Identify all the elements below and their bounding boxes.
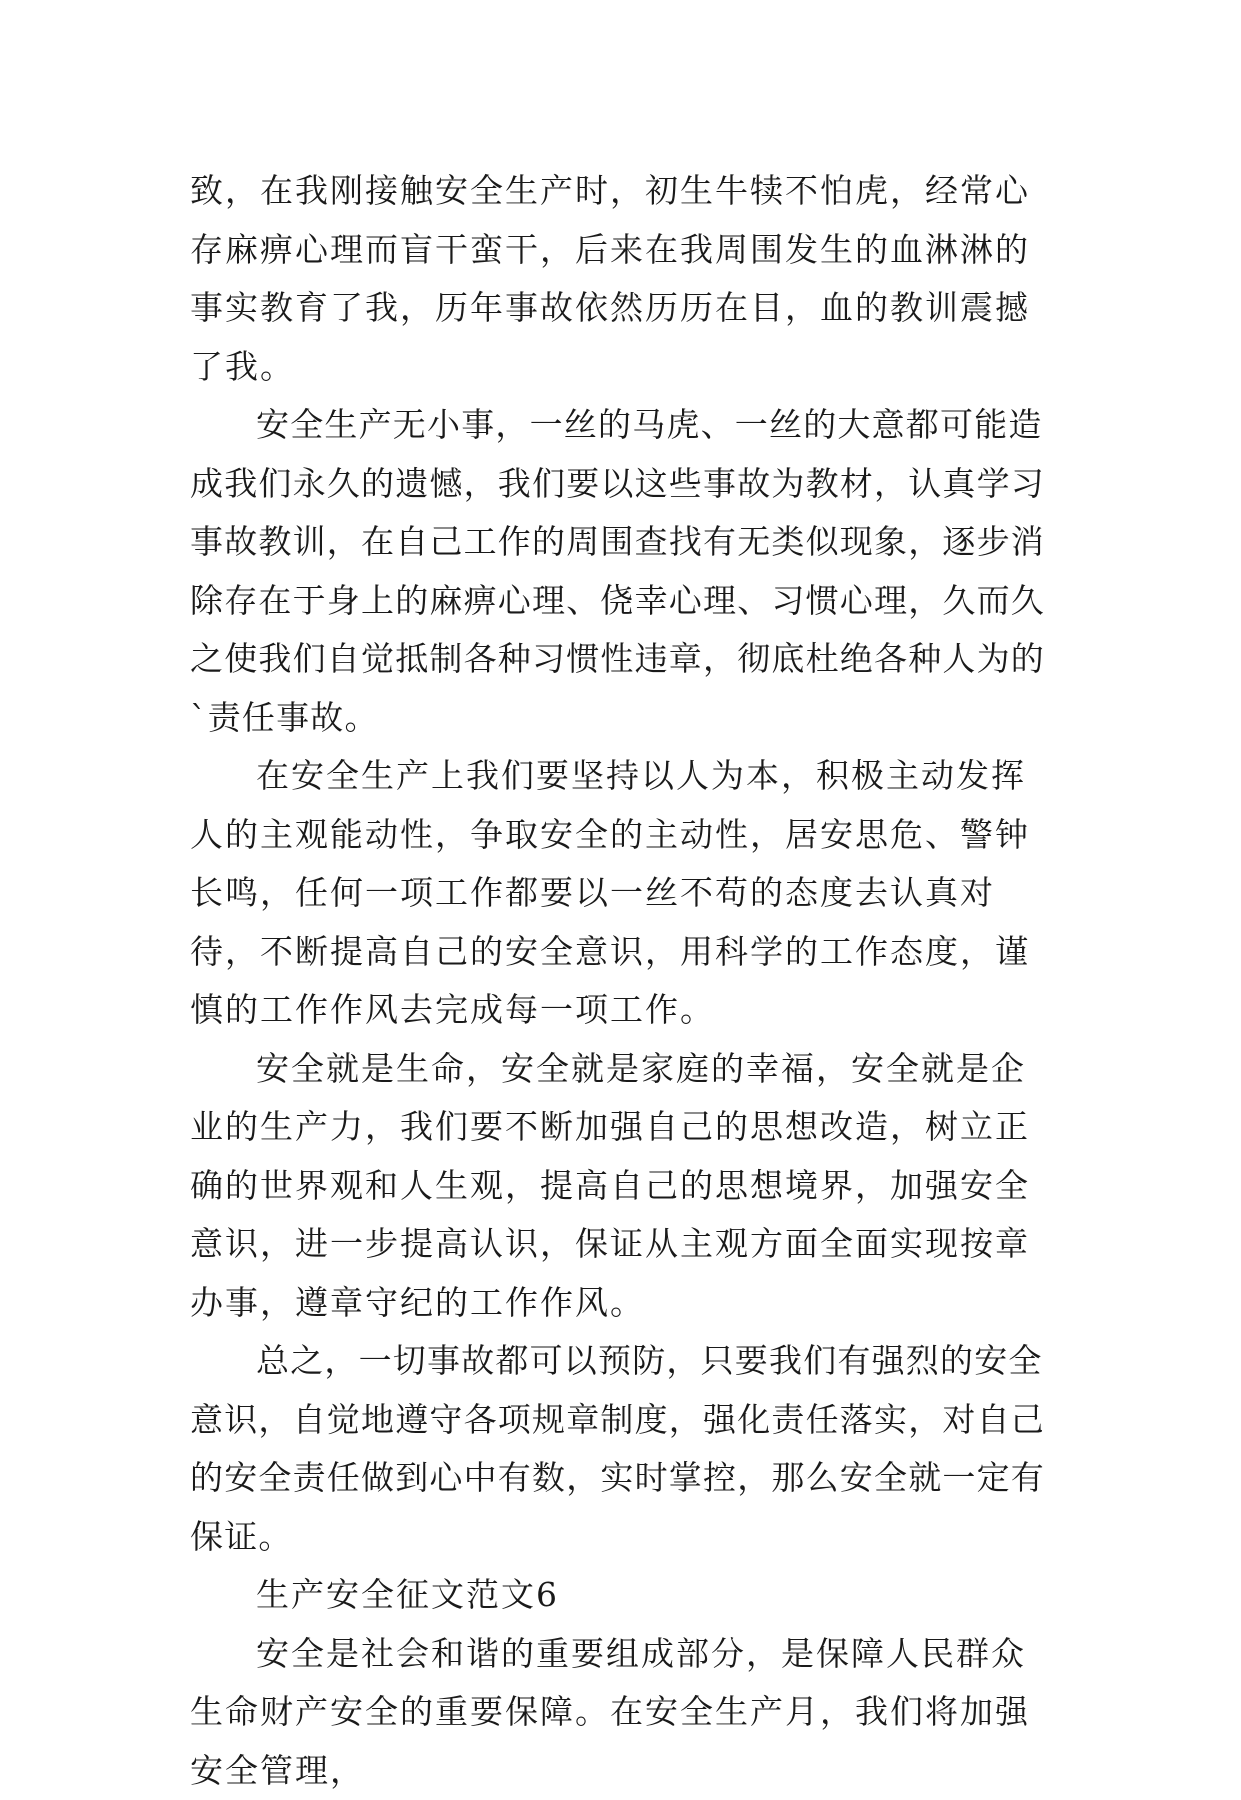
paragraph-5: 总之，一切事故都可以预防，只要我们有强烈的安全意识，自觉地遵守各项规章制度，强化责任落实，对自己的安全责任做到心中有数，实时掌控，那么安全就一定有保证。 (190, 1332, 1060, 1566)
paragraph-3: 在安全生产上我们要坚持以人为本，积极主动发挥人的主观能动性，争取安全的主动性，居安思危、警钟长鸣，任何一项工作都要以一丝不苟的态度去认真对待，不断提高自己的安全意识，用科学的工作态度，谨慎的工作作风去完成每一项工作。 (190, 747, 1060, 1040)
body-text (190, 162, 1060, 1800)
paragraph-6: 安全是社会和谐的重要组成部分，是保障人民群众生命财产安全的重要保障。在安全生产月，我们将加强安全管理， (190, 1625, 1060, 1800)
paragraph-2: 安全生产无小事，一丝的马虎、一丝的大意都可能造成我们永久的遗憾，我们要以这些事故为教材，认真学习事故教训，在自己工作的周围查找有无类似现象，逐步消除存在于身上的麻痹心理、侥幸心理、习惯心理，久而久之使我们自觉抵制各种习惯性违章，彻底杜绝各种人为的`责任事故。 (190, 396, 1060, 747)
paragraph-1: 致，在我刚接触安全生产时，初生牛犊不怕虎，经常心存麻痹心理而盲干蛮干，后来在我周围发生的血淋淋的事实教育了我，历年事故依然历历在目，血的教训震撼了我。 (190, 162, 1060, 396)
paragraph-4: 安全就是生命，安全就是家庭的幸福，安全就是企业的生产力，我们要不断加强自己的思想改造，树立正确的世界观和人生观，提高自己的思想境界，加强安全意识，进一步提高认识，保证从主观方面全面实现按章办事，遵章守纪的工作作风。 (190, 1040, 1060, 1333)
section-heading: 生产安全征文范文6 (190, 1566, 1060, 1625)
